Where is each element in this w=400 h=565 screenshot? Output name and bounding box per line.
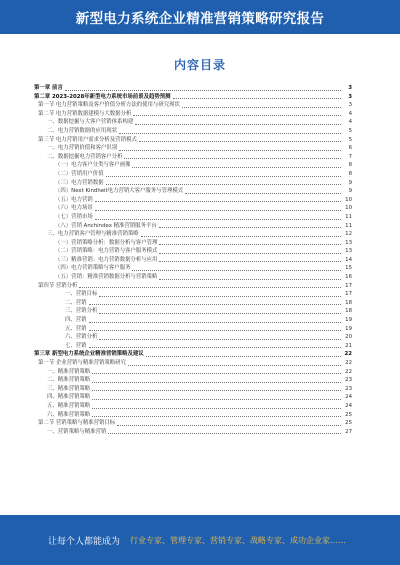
toc-entry-title: 一、电力营销价值和客户识别 (47, 145, 118, 152)
toc-entry-title: 第二节 营销策略与精准营销目标 (38, 420, 116, 427)
toc-entry-page: 24 (345, 394, 352, 401)
toc-entry-title: （四）电力营销策略与客户服务 (55, 265, 131, 272)
toc-heading: 内容目录 (173, 58, 226, 72)
toc-entry-page: 25 (345, 420, 352, 427)
toc-leader-dots (92, 382, 341, 383)
toc-entry-title: 第四节 营销分析 (38, 282, 78, 289)
toc-leader-dots (135, 124, 341, 125)
toc-entry-page: 16 (345, 274, 352, 281)
toc-leader-dots (106, 176, 341, 177)
toc-entry[interactable] (34, 153, 352, 162)
toc-entry-title: 第三节 电力营销用户需求分析及营销模式 (38, 136, 137, 143)
toc-leader-dots (65, 90, 341, 91)
toc-entry-page: 5 (348, 136, 352, 143)
toc-entry-title: 三、电力营销客户管理与精准营销策略 (47, 231, 139, 238)
toc-entry-page: 4 (348, 119, 352, 126)
toc-entry-page: 3 (348, 85, 352, 91)
toc-leader-dots (92, 399, 341, 400)
toc-entry-title: （二）营销用户价值 (55, 170, 104, 177)
toc-entry-title: 七、营销 (65, 342, 87, 349)
toc-leader-dots (139, 141, 341, 142)
toc-leader-dots (108, 433, 341, 434)
toc-entry[interactable] (34, 359, 352, 368)
toc-leader-dots (124, 158, 341, 159)
footer-slogan-lead: 让每个人都能成为 (48, 536, 121, 547)
toc-entry-page: 18 (345, 308, 352, 315)
toc-entry[interactable] (34, 299, 352, 308)
toc-entry[interactable] (34, 110, 352, 119)
toc-entry-page: 11 (345, 222, 352, 229)
toc-leader-dots (95, 210, 341, 211)
toc-leader-dots (159, 261, 341, 262)
toc-entry-title: 二、营销 (65, 299, 87, 306)
toc-entry[interactable] (34, 264, 352, 273)
report-header-bar (0, 0, 400, 34)
toc-entry-title: （五）电力营销 (55, 196, 93, 203)
toc-entry-title: （三）电力营销数据 (55, 179, 104, 186)
toc-entry-title: 二、电力营销数据的应用现状 (47, 127, 118, 134)
toc-entry-page: 3 (348, 102, 352, 109)
toc-leader-dots (119, 133, 341, 134)
toc-entry[interactable] (34, 127, 352, 136)
toc-leader-dots (159, 253, 341, 254)
toc-leader-dots (141, 236, 341, 237)
toc-leader-dots (95, 219, 341, 220)
toc-entry-title: 五、营销 (65, 325, 87, 332)
toc-entry-page: 5 (348, 127, 352, 134)
toc-leader-dots (92, 416, 341, 417)
toc-leader-dots (132, 167, 341, 168)
toc-entry-title: 第三章 新型电力系统企业精准营销策略及建议 (34, 351, 144, 358)
toc-entry-title: 二、精准营销策略 (47, 377, 91, 384)
toc-entry-page: 9 (348, 179, 352, 186)
toc-entry-title: 第一节 电力营销策略及客户价值分析方法的使用与研究现状 (38, 102, 180, 109)
toc-entry-page: 8 (348, 170, 352, 177)
toc-entry-page: 18 (345, 299, 352, 306)
footer-bar (0, 515, 400, 565)
toc-entry[interactable] (34, 170, 352, 179)
toc-leader-dots (106, 184, 341, 185)
toc-leader-dots (133, 115, 341, 116)
toc-entry-page: 12 (345, 231, 352, 238)
toc-entry-page: 15 (345, 265, 352, 272)
toc-entry-title: 六、精准营销策略 (47, 411, 91, 418)
report-title: 新型电力系统企业精准营销策略研究报告 (75, 11, 325, 27)
toc-entry-page: 6 (348, 145, 352, 152)
toc-leader-dots (89, 330, 341, 331)
toc-leader-dots (89, 322, 341, 323)
toc-entry[interactable] (34, 196, 352, 205)
toc-leader-dots (99, 296, 341, 297)
toc-leader-dots (159, 279, 341, 280)
toc-entry-page: 19 (345, 317, 352, 324)
toc-leader-dots (185, 193, 341, 194)
toc-entry[interactable] (34, 222, 352, 231)
toc-entry-title: 第二章 2023-2028年新型电力系统市场前景及趋势预测 (34, 93, 171, 100)
toc-entry[interactable] (34, 144, 352, 153)
toc-entry-page: 22 (345, 360, 352, 366)
toc-entry[interactable] (34, 385, 352, 394)
toc-entry[interactable] (34, 307, 352, 316)
toc-leader-dots (92, 390, 341, 391)
toc-entry-page: 27 (345, 428, 352, 435)
toc-entry-page: 9 (348, 188, 352, 195)
toc-entry-page: 3 (348, 93, 352, 100)
toc-entry-page: 17 (345, 282, 352, 289)
toc-entry-title: 第一章 前言 (34, 85, 63, 91)
toc-leader-dots (182, 107, 341, 108)
toc-entry[interactable] (34, 213, 352, 222)
toc-entry[interactable] (34, 342, 352, 351)
toc-entry-title: 三、精准营销策略 (47, 385, 91, 392)
toc-entry-page: 14 (345, 256, 352, 263)
toc-entry-title: 五、精准营销策略 (47, 402, 91, 409)
toc-entry-page: 17 (345, 291, 352, 298)
toc-entry[interactable] (34, 316, 352, 325)
toc-leader-dots (99, 313, 341, 314)
toc-entry[interactable] (34, 179, 352, 188)
table-of-contents (34, 84, 352, 436)
toc-entry[interactable] (34, 273, 352, 282)
toc-entry[interactable] (34, 84, 352, 93)
toc-entry-title: （一）电力客户分类与客户画像 (55, 162, 131, 169)
toc-entry-page: 23 (345, 385, 352, 392)
toc-entry[interactable] (34, 393, 352, 402)
toc-entry-page: 10 (345, 196, 352, 203)
toc-entry-page: 7 (348, 153, 352, 160)
toc-entry-title: 第一节 企业营销与精准营销策略研究 (38, 360, 126, 366)
toc-entry-page: 4 (348, 110, 352, 117)
toc-entry[interactable] (34, 350, 352, 359)
toc-leader-dots (95, 201, 341, 202)
toc-entry-page: 25 (345, 411, 352, 418)
footer-slogan-roles: 行业专家、管理专家、营销专家、战略专家、成功企业家…… (130, 535, 347, 545)
toc-entry-page: 8 (348, 162, 352, 169)
toc-entry-title: （六）电力场景 (55, 205, 93, 212)
toc-entry-title: 三、营销分析 (65, 308, 98, 315)
toc-leader-dots (89, 304, 341, 305)
toc-entry[interactable] (34, 247, 352, 256)
toc-entry-title: （七）营销市场 (55, 213, 93, 220)
toc-entry-title: 六、营销分析 (65, 334, 98, 341)
toc-entry-title: 第二节 电力营销数据建模与大数据分析 (38, 110, 132, 117)
toc-entry[interactable] (34, 93, 352, 102)
toc-leader-dots (128, 365, 341, 366)
toc-entry[interactable] (34, 118, 352, 127)
toc-entry-page: 11 (345, 213, 352, 220)
toc-leader-dots (159, 227, 341, 228)
toc-leader-dots (79, 287, 341, 288)
toc-leader-dots (159, 244, 341, 245)
toc-entry-page: 20 (345, 334, 352, 341)
toc-entry-title: 一、营销策略与精准营销 (47, 428, 107, 435)
toc-entry[interactable] (34, 282, 352, 291)
toc-entry-title: （一）营销策略分析：数据分析与客户管理 (55, 239, 158, 246)
toc-entry-page: 23 (345, 377, 352, 384)
toc-entry[interactable] (34, 239, 352, 248)
toc-leader-dots (92, 408, 341, 409)
toc-leader-dots (89, 347, 341, 348)
toc-entry[interactable] (34, 101, 352, 110)
toc-entry-page: 13 (345, 239, 352, 246)
toc-entry-title: 二、数据挖掘电力营销客户分析 (47, 153, 123, 160)
toc-entry-page: 22 (344, 351, 352, 358)
toc-entry[interactable] (34, 419, 352, 428)
toc-entry[interactable] (34, 256, 352, 265)
toc-entry-page: 21 (345, 342, 352, 349)
toc-entry[interactable] (34, 204, 352, 213)
toc-entry-page: 24 (345, 402, 352, 409)
toc-entry-title: （二）营销策略：电力营销与客户服务模式 (55, 248, 158, 255)
toc-entry-title: （三）精准营销：电力营销数据分析与应用 (55, 256, 158, 263)
toc-entry-page: 10 (345, 205, 352, 212)
toc-leader-dots (99, 339, 341, 340)
toc-entry-title: 一、营销目标 (65, 291, 98, 298)
toc-leader-dots (117, 425, 341, 426)
toc-entry[interactable] (34, 368, 352, 377)
toc-entry[interactable] (34, 402, 352, 411)
toc-entry[interactable] (34, 187, 352, 196)
toc-entry[interactable] (34, 161, 352, 170)
toc-entry-page: 13 (345, 248, 352, 255)
toc-leader-dots (132, 270, 341, 271)
toc-leader-dots (173, 98, 341, 99)
toc-entry[interactable] (34, 136, 352, 145)
toc-entry-title: 一、精准营销策略 (47, 368, 91, 375)
toc-entry-title: （八）营销 Anchindex 精准营销服务平台 (55, 222, 157, 229)
toc-entry-title: （五）营销：精准营销数据分析与营销策略 (55, 274, 158, 281)
toc-entry-page: 19 (345, 325, 352, 332)
toc-entry-title: 一、数据挖掘与大客户营销体系构建 (47, 119, 134, 126)
toc-entry[interactable] (34, 290, 352, 299)
toc-entry[interactable] (34, 428, 352, 437)
toc-entry[interactable] (34, 230, 352, 239)
toc-entry[interactable] (34, 411, 352, 420)
toc-entry-page: 22 (345, 368, 352, 375)
toc-leader-dots (92, 373, 341, 374)
toc-leader-dots (119, 150, 341, 151)
toc-entry[interactable] (34, 325, 352, 334)
toc-entry[interactable] (34, 376, 352, 385)
toc-entry-title: 四、精准营销策略 (47, 394, 91, 401)
toc-leader-dots (146, 356, 341, 357)
toc-entry-title: （四）Next Kindheit电力营销大客户服务与管理模式 (55, 188, 184, 195)
toc-entry[interactable] (34, 333, 352, 342)
toc-entry-title: 四、营销 (65, 317, 87, 324)
